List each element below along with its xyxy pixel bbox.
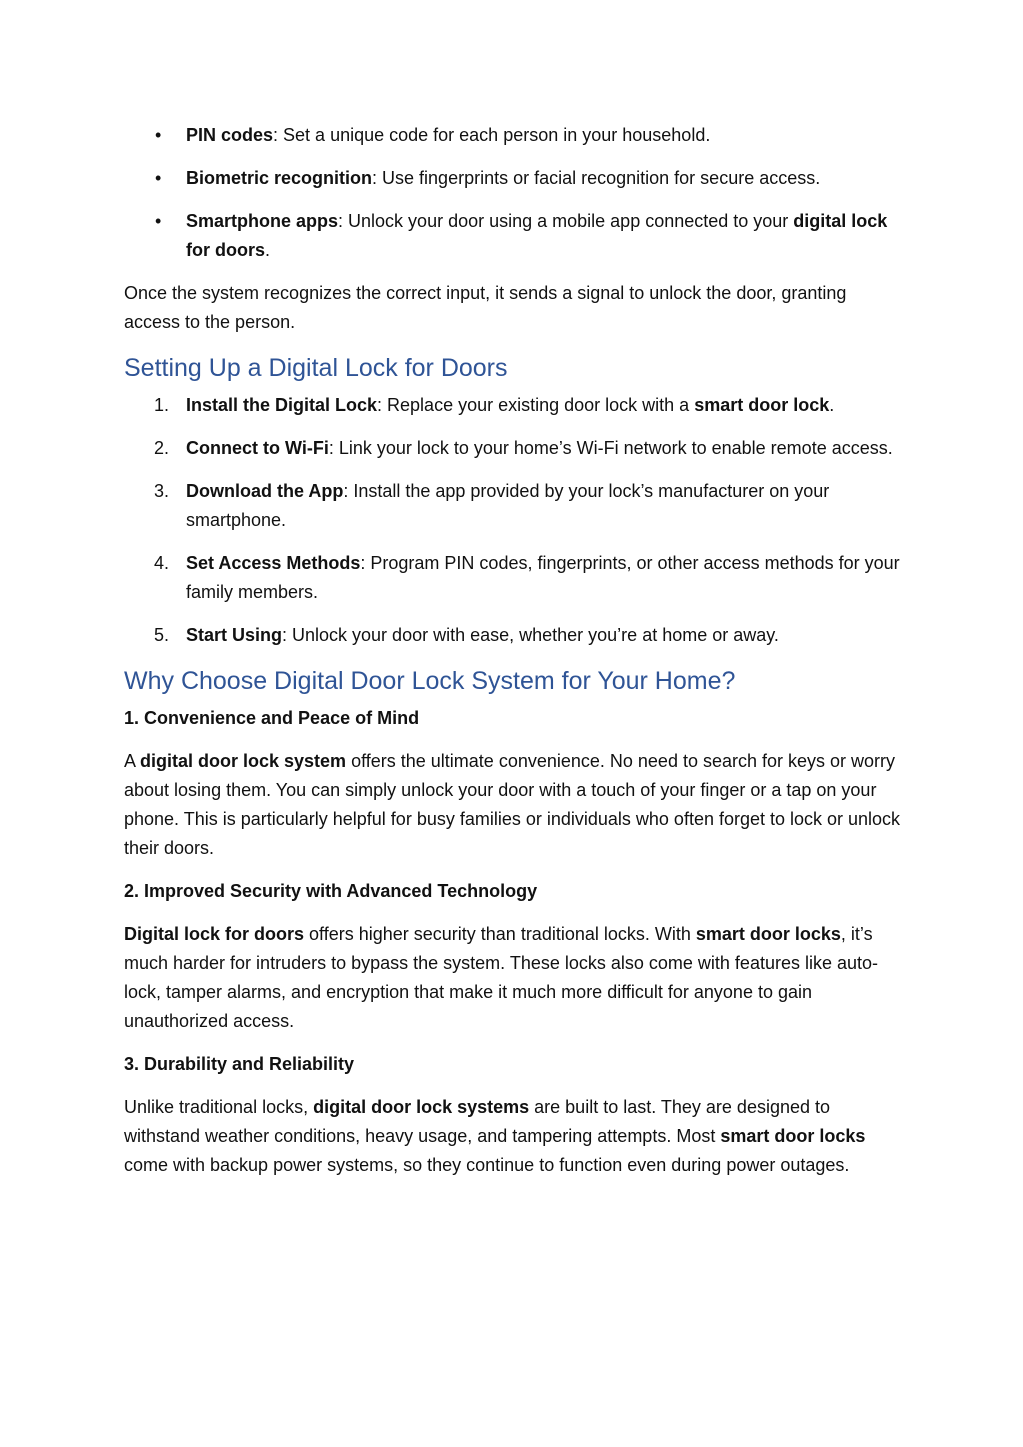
step-text: : Unlock your door with ease, whether you’re at home or away. <box>282 625 779 645</box>
step-title: Download the App <box>186 481 344 501</box>
paragraph-text: offers the ultimate convenience. No need to search for keys or worry about losing them. You can simply unlock your door with a touch of your finger or a tap on your phone. This is particularly helpful for busy families or individuals who often forget to lock or unlock their doors. <box>124 751 901 858</box>
list-item <box>124 549 904 607</box>
paragraph-emphasis: Digital lock for doors <box>124 924 305 944</box>
list-item <box>124 391 904 420</box>
paragraph-text: , it’s much harder for intruders to bypass the system. These locks also come with features like auto-lock, tamper alarms, and encryption that make it much more difficult for anyone to gain unauthorized access. <box>124 924 879 1031</box>
paragraph-text: offers higher security than traditional locks. With <box>304 924 696 944</box>
step-number: 4. <box>154 553 170 573</box>
bullet-term: Smartphone apps <box>186 211 339 231</box>
step-title: Start Using <box>186 625 283 645</box>
bullet-term: PIN codes <box>186 125 274 145</box>
subsection-paragraph <box>124 747 904 863</box>
step-number: 5. <box>154 625 170 645</box>
paragraph-emphasis: digital door lock systems <box>313 1097 530 1117</box>
step-title: Install the Digital Lock <box>186 395 378 415</box>
list-item <box>124 621 904 650</box>
paragraph-text: are built to last. They are designed to withstand weather conditions, heavy usage, and tampering attempts. Most <box>124 1097 831 1146</box>
step-emphasis: smart door lock <box>694 395 830 415</box>
list-item <box>124 477 904 535</box>
step-number: 2. <box>154 438 170 458</box>
subsection-paragraph <box>124 1093 904 1180</box>
step-text: : Replace your existing door lock with a <box>377 395 695 415</box>
list-item <box>124 207 904 265</box>
bullet-icon: • <box>155 125 162 145</box>
bullet-icon: • <box>155 211 162 231</box>
access-methods-list <box>124 121 904 265</box>
subsection-paragraph <box>124 920 904 1036</box>
paragraph-emphasis: digital door lock system <box>140 751 347 771</box>
step-text: : Program PIN codes, fingerprints, or other access methods for your family members. <box>186 553 900 602</box>
paragraph-emphasis: smart door locks <box>720 1126 866 1146</box>
document-page <box>124 121 904 1194</box>
paragraph-text: Unlike traditional locks, <box>124 1097 314 1117</box>
bullet-text: : Set a unique code for each person in your household. <box>273 125 711 145</box>
step-number: 3. <box>154 481 170 501</box>
list-item <box>124 164 904 193</box>
bullet-term: Biometric recognition <box>186 168 373 188</box>
intro-paragraph: Once the system recognizes the correct input, it sends a signal to unlock the door, granting access to the person. <box>124 283 847 332</box>
step-text: : Link your lock to your home’s Wi-Fi network to enable remote access. <box>328 438 893 458</box>
step-number: 1. <box>154 395 170 415</box>
subsection-title: 2. Improved Security with Advanced Technology <box>124 881 538 901</box>
setup-steps-list <box>124 391 904 650</box>
bullet-emphasis: digital lock for doors <box>186 211 888 260</box>
paragraph-text: come with backup power systems, so they continue to function even during power outages. <box>124 1155 850 1175</box>
list-item <box>124 121 904 150</box>
bullet-text: : Use fingerprints or facial recognition for secure access. <box>372 168 821 188</box>
subsection-title: 1. Convenience and Peace of Mind <box>124 708 420 728</box>
list-item <box>124 434 904 463</box>
paragraph-text: A <box>124 751 141 771</box>
step-text-end: . <box>829 395 835 415</box>
step-title: Set Access Methods <box>186 553 361 573</box>
bullet-text: : Unlock your door using a mobile app connected to your <box>338 211 794 231</box>
bullet-text-end: . <box>265 240 271 260</box>
step-title: Connect to Wi-Fi <box>186 438 329 458</box>
paragraph-emphasis: smart door locks <box>695 924 841 944</box>
bullet-icon: • <box>155 168 162 188</box>
why-heading: Why Choose Digital Door Lock System for Your Home? <box>124 667 736 695</box>
setup-heading: Setting Up a Digital Lock for Doors <box>124 354 508 382</box>
subsection-title: 3. Durability and Reliability <box>124 1054 355 1074</box>
step-text: : Install the app provided by your lock’s manufacturer on your smartphone. <box>186 481 830 530</box>
